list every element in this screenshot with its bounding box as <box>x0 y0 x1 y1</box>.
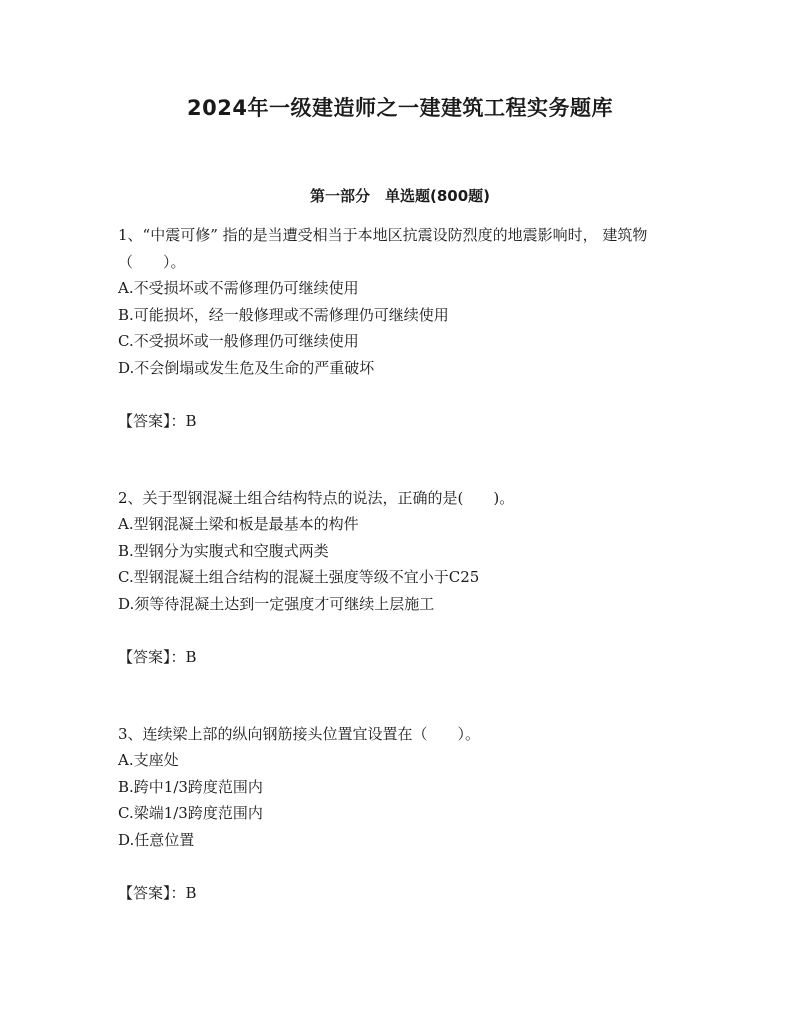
question-2 <box>118 485 688 671</box>
option-b: B.跨中1/3跨度范围内 <box>118 777 263 796</box>
question-stem: 3、连续梁上部的纵向钢筋接头位置宜设置在（ ）。 <box>118 724 481 743</box>
section-title: 第一部分 单选题(800题) <box>309 187 491 205</box>
option-d: D.不会倒塌或发生危及生命的严重破坏 <box>118 358 375 377</box>
question-list <box>118 222 688 907</box>
option-b: B.可能损坏，经一般修理或不需修理仍可继续使用 <box>118 305 449 324</box>
answer-label: 【答案】： <box>118 648 186 666</box>
answer-line <box>118 880 688 907</box>
option-a: A.支座处 <box>118 751 179 769</box>
document-title: 2024年一级建造师之一建建筑工程实务题库 <box>187 96 613 120</box>
option-d: D.任意位置 <box>118 830 195 849</box>
option-c: C.不受损坏或一般修理仍可继续使用 <box>118 332 359 350</box>
question-stem: 2、关于型钢混凝土组合结构特点的说法，正确的是( )。 <box>118 488 515 507</box>
question-1 <box>118 222 688 435</box>
option-a: A.不受损坏或不需修理仍可继续使用 <box>118 279 359 297</box>
answer-line <box>118 408 688 435</box>
option-b: B.型钢分为实腹式和空腹式两类 <box>118 541 329 560</box>
question-spacer <box>118 435 688 485</box>
option-a: A.型钢混凝土梁和板是最基本的构件 <box>118 515 359 533</box>
answer-value: B <box>185 648 197 666</box>
option-d: D.须等待混凝土达到一定强度才可继续上层施工 <box>118 594 435 613</box>
answer-label: 【答案】： <box>118 412 186 430</box>
option-c: C.型钢混凝土组合结构的混凝土强度等级不宜小于C25 <box>118 568 480 586</box>
answer-value: B <box>185 884 197 902</box>
question-3 <box>118 721 688 907</box>
question-stem: 1、“中震可修” 指的是当遭受相当于本地区抗震设防烈度的地震影响时， 建筑物（ ）。 <box>118 226 648 271</box>
option-c: C.梁端1/3跨度范围内 <box>118 804 263 822</box>
question-spacer <box>118 671 688 721</box>
answer-value: B <box>185 412 197 430</box>
answer-line <box>118 644 688 671</box>
answer-label: 【答案】： <box>118 884 186 902</box>
